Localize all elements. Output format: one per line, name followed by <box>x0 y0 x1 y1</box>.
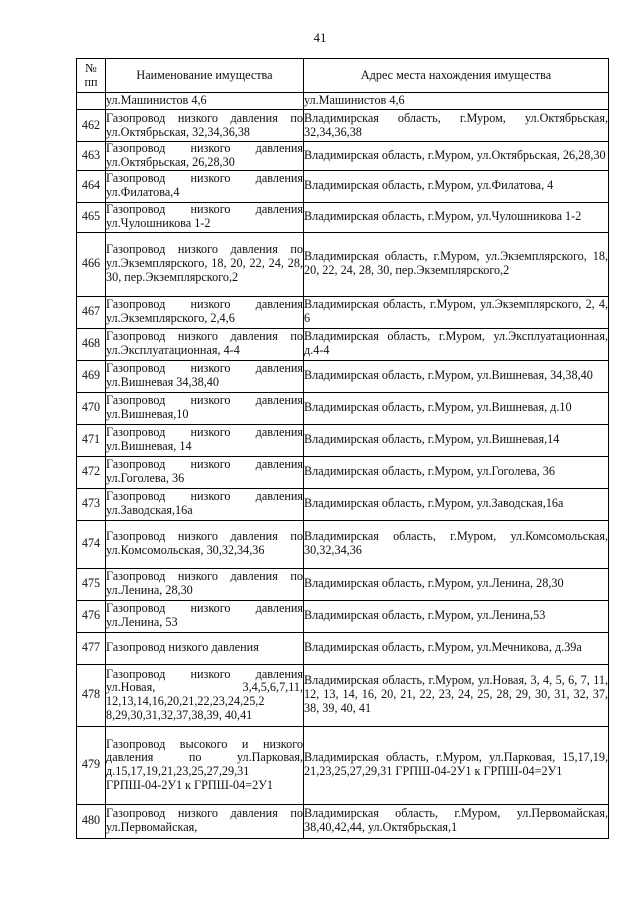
property-address: Владимирская область, г.Муром, ул.Вишневая,14 <box>304 424 609 456</box>
row-number: 467 <box>77 296 106 328</box>
row-number: 465 <box>77 202 106 232</box>
property-name: Газопровод низкого давления ул.Заводская,16а <box>106 488 304 520</box>
table-row <box>77 804 609 838</box>
row-number: 474 <box>77 520 106 568</box>
continuation-row <box>77 93 609 110</box>
property-table <box>76 58 609 839</box>
property-name: Газопровод низкого давления ул.Новая, 3,4,5,6,7,11, 12,13,14,16,20,21,22,23,24,25,2 8,29,30,31,32,37,38,39, 40,41 <box>106 664 304 726</box>
row-number: 473 <box>77 488 106 520</box>
row-number: 464 <box>77 170 106 202</box>
table-row <box>77 170 609 202</box>
row-number: 463 <box>77 142 106 171</box>
property-address: Владимирская область, г.Муром, ул.Новая, 3, 4, 5, 6, 7, 11, 12, 13, 14, 16, 20, 21, 22, 23, 24, 25, 28, 29, 30, 31, 32, 37, 38, 39, 40, 41 <box>304 664 609 726</box>
property-name: Газопровод низкого давления ул.Вишневая 34,38,40 <box>106 360 304 392</box>
property-address: Владимирская область, г.Муром, ул.Чулошникова 1-2 <box>304 202 609 232</box>
row-number: 462 <box>77 110 106 142</box>
property-name: Газопровод низкого давления ул.Октябрьская, 26,28,30 <box>106 141 303 169</box>
property-name: Газопровод низкого давления <box>106 632 304 664</box>
row-number: 471 <box>77 424 106 456</box>
table-row <box>77 520 609 568</box>
property-address: Владимирская область, г.Муром, ул.Гоголева, 36 <box>304 456 609 488</box>
property-name: Газопровод низкого давления по ул.Экземплярского, 18, 20, 22, 24, 28, 30, пер.Экземплярского,2 <box>106 232 304 296</box>
property-name: Газопровод низкого давления по ул.Ленина, 28,30 <box>106 568 304 600</box>
property-name: Газопровод низкого давления по ул.Октябрьская, 32,34,36,38 <box>106 110 304 142</box>
page-number: 41 <box>313 30 327 45</box>
property-name: Газопровод низкого давления ул.Чулошникова 1-2 <box>106 202 303 231</box>
table-row <box>77 110 609 142</box>
table-row <box>77 392 609 424</box>
row-number: 480 <box>77 804 106 838</box>
property-name: Газопровод низкого давления ул.Вишневая,10 <box>106 392 304 424</box>
table-row <box>77 142 609 171</box>
continuation-address: ул.Машинистов 4,6 <box>304 93 609 110</box>
property-address: Владимирская область, г.Муром, ул.Эксплуатационная, д.4-4 <box>304 328 609 360</box>
continuation-num <box>77 93 106 110</box>
property-address: Владимирская область, г.Муром, ул.Парковая, 15,17,19, 21,23,25,27,29,31 ГРПШ-04-2У1 к ГРПШ-04=2У1 <box>304 726 609 804</box>
property-name: Газопровод низкого давления ул.Гоголева, 36 <box>106 456 304 488</box>
continuation-name: ул.Машинистов 4,6 <box>106 93 304 110</box>
property-address: Владимирская область, г.Муром, ул.Заводская,16а <box>304 488 609 520</box>
property-address: Владимирская область, г.Муром, ул.Ленина, 28,30 <box>304 568 609 600</box>
row-number: 478 <box>77 664 106 726</box>
property-address: Владимирская область, г.Муром, ул.Филатова, 4 <box>304 170 609 202</box>
property-address: Владимирская область, г.Муром, ул.Экземплярского, 2, 4, 6 <box>304 296 609 328</box>
table-header-row <box>77 59 609 93</box>
property-name: Газопровод низкого давления ул.Ленина, 53 <box>106 600 304 632</box>
property-address: Владимирская область, г.Муром, ул.Экземплярского, 18, 20, 22, 24, 28, 30, пер.Экземплярского,2 <box>304 232 609 296</box>
property-address: Владимирская область, г.Муром, ул.Октябрьская, 26,28,30 <box>304 142 609 171</box>
property-name: Газопровод низкого давления по ул.Комсомольская, 30,32,34,36 <box>106 520 304 568</box>
table-row <box>77 568 609 600</box>
header-name: Наименование имущества <box>106 59 304 93</box>
property-name: Газопровод высокого и низкого давления по ул.Парковая, д.15,17,19,21,23,25,27,29,31 ГРПШ-04-2У1 к ГРПШ-04=2У1 <box>106 726 304 804</box>
row-number: 479 <box>77 726 106 804</box>
table-row <box>77 664 609 726</box>
table-row <box>77 600 609 632</box>
table-row <box>77 296 609 328</box>
table-row <box>77 328 609 360</box>
row-number: 468 <box>77 328 106 360</box>
row-number: 469 <box>77 360 106 392</box>
header-address: Адрес места нахождения имущества <box>304 59 609 93</box>
row-number: 472 <box>77 456 106 488</box>
property-address: Владимирская область, г.Муром, ул.Вишневая, д.10 <box>304 392 609 424</box>
property-name: Газопровод низкого давления ул.Филатова,4 <box>106 170 304 202</box>
row-number: 470 <box>77 392 106 424</box>
property-address: Владимирская область, г.Муром, ул.Октябрьская, 32,34,36,38 <box>304 110 609 142</box>
header-num: № пп <box>77 59 106 93</box>
row-number: 466 <box>77 232 106 296</box>
property-name: Газопровод низкого давления по ул.Первомайская, <box>106 804 304 838</box>
property-name: Газопровод низкого давления по ул.Эксплуатационная, 4-4 <box>106 328 304 360</box>
row-number: 476 <box>77 600 106 632</box>
property-name: Газопровод низкого давления ул.Экземплярского, 2,4,6 <box>106 296 304 328</box>
table-row <box>77 202 609 232</box>
table-row <box>77 456 609 488</box>
table-row <box>77 360 609 392</box>
table-row <box>77 232 609 296</box>
property-address: Владимирская область, г.Муром, ул.Ленина,53 <box>304 600 609 632</box>
property-name: Газопровод низкого давления ул.Вишневая, 14 <box>106 424 304 456</box>
table-row <box>77 488 609 520</box>
row-number: 475 <box>77 568 106 600</box>
property-address: Владимирская область, г.Муром, ул.Вишневая, 34,38,40 <box>304 360 609 392</box>
table-row <box>77 632 609 664</box>
table-row <box>77 424 609 456</box>
row-number: 477 <box>77 632 106 664</box>
property-address: Владимирская область, г.Муром, ул.Первомайская, 38,40,42,44, ул.Октябрьская,1 <box>304 804 609 838</box>
table-row <box>77 726 609 804</box>
property-address: Владимирская область, г.Муром, ул.Комсомольская, 30,32,34,36 <box>304 520 609 568</box>
property-address: Владимирская область, г.Муром, ул.Мечникова, д.39а <box>304 632 609 664</box>
